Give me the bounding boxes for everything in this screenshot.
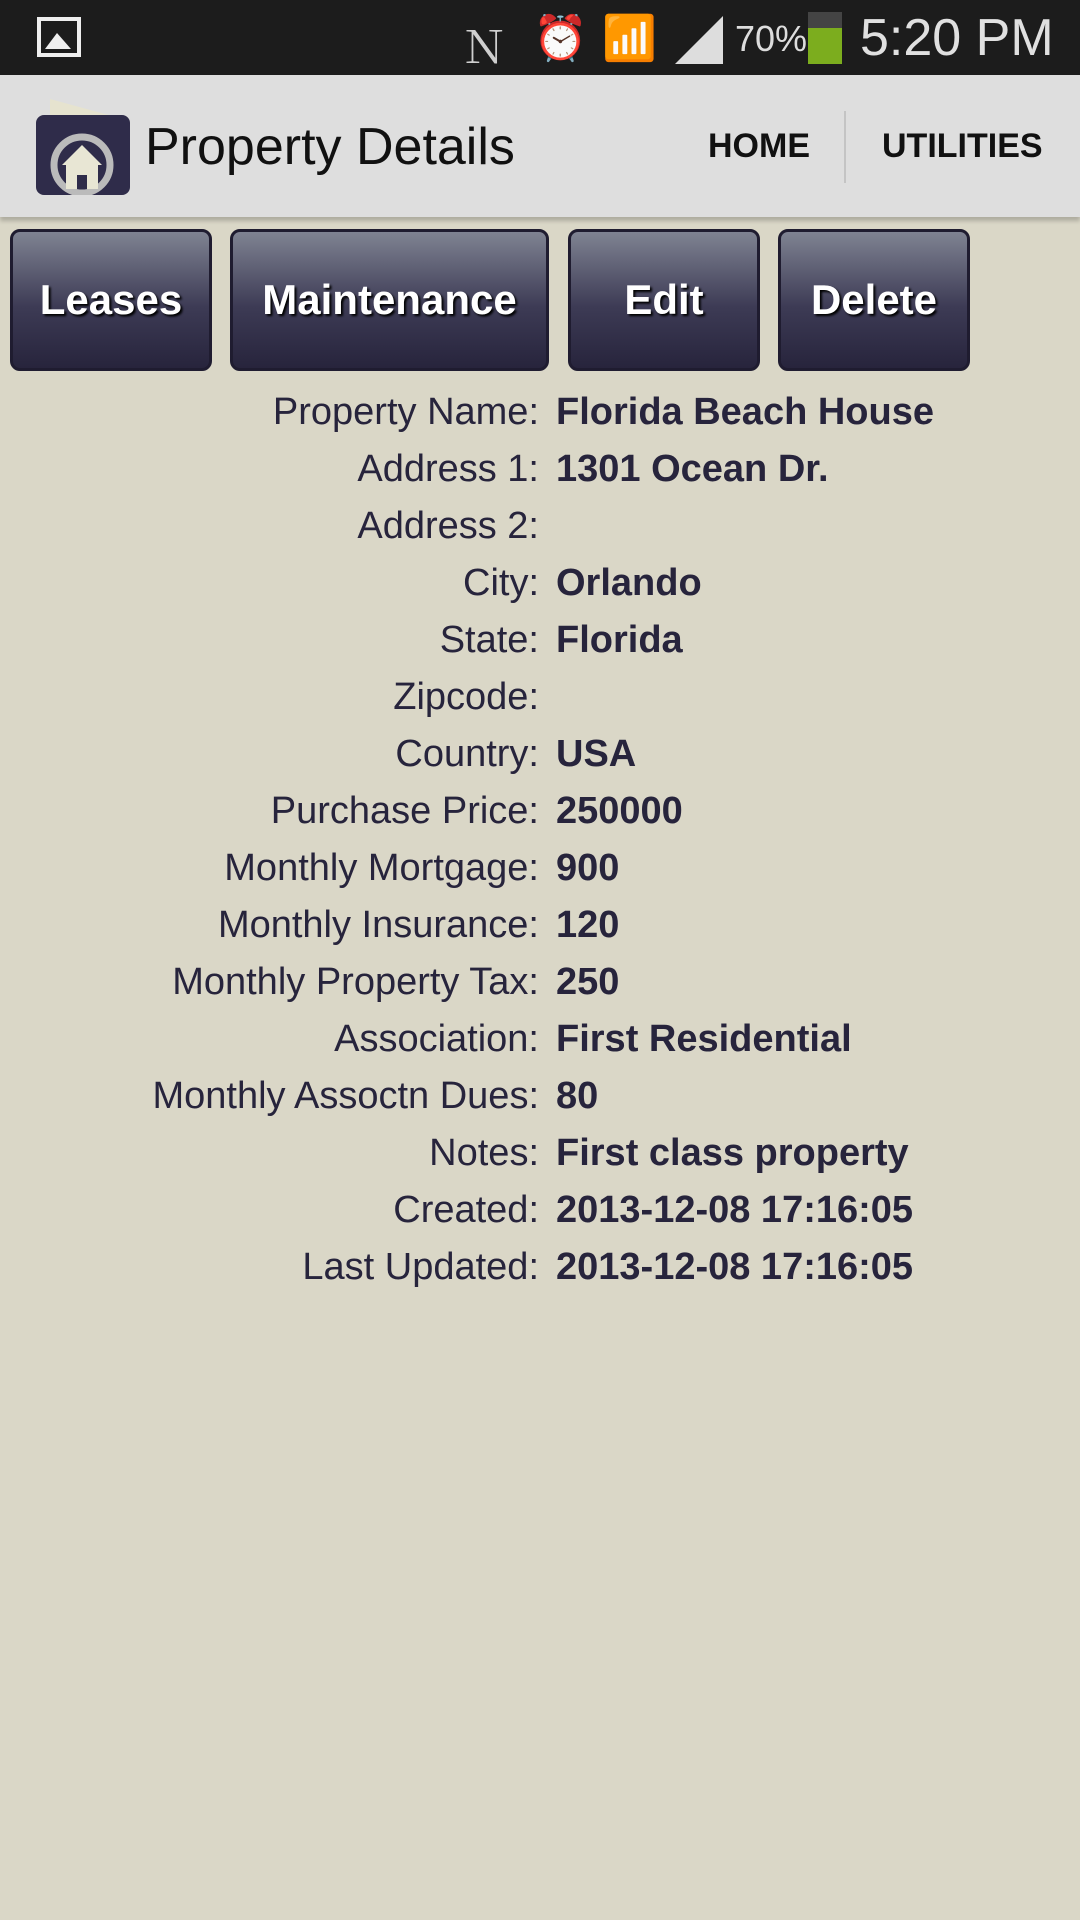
field-value: 1301 Ocean Dr. bbox=[556, 448, 829, 490]
field-label: Created: bbox=[393, 1189, 539, 1231]
field-label: Property Name: bbox=[272, 391, 539, 433]
field-label: Zipcode: bbox=[393, 676, 539, 718]
utilities-button[interactable]: UTILITIES bbox=[882, 127, 1043, 165]
field-label: Monthly Property Tax: bbox=[172, 961, 539, 1003]
field-label: Purchase Price: bbox=[270, 790, 539, 832]
field-value: USA bbox=[556, 733, 637, 775]
detail-row bbox=[0, 383, 1080, 440]
field-value: Florida bbox=[556, 619, 683, 661]
detail-row bbox=[0, 725, 1080, 782]
leases-button[interactable]: Leases bbox=[10, 229, 212, 371]
clock: 5:20 PM bbox=[860, 9, 1054, 67]
detail-row bbox=[0, 953, 1080, 1010]
field-value: 80 bbox=[556, 1075, 599, 1117]
field-label: Address 2: bbox=[357, 505, 539, 547]
status-bar bbox=[0, 0, 1080, 75]
field-label: City: bbox=[463, 562, 539, 604]
field-label: State: bbox=[439, 619, 539, 661]
app-logo-icon[interactable] bbox=[36, 99, 134, 195]
field-label: Association: bbox=[334, 1018, 539, 1060]
detail-row bbox=[0, 1010, 1080, 1067]
battery-icon bbox=[808, 12, 842, 64]
detail-row bbox=[0, 440, 1080, 497]
field-label: Address 1: bbox=[357, 448, 539, 490]
edit-button[interactable]: Edit bbox=[568, 229, 760, 371]
field-value: 250 bbox=[556, 961, 620, 1003]
detail-row bbox=[0, 1238, 1080, 1295]
detail-row bbox=[0, 554, 1080, 611]
image-icon bbox=[37, 17, 81, 57]
field-value: First Residential bbox=[556, 1018, 852, 1060]
maintenance-button[interactable]: Maintenance bbox=[230, 229, 549, 371]
home-button[interactable]: HOME bbox=[708, 127, 810, 165]
field-value: Orlando bbox=[556, 562, 702, 604]
field-value: Florida Beach House bbox=[556, 391, 934, 433]
detail-row bbox=[0, 611, 1080, 668]
field-label: Country: bbox=[395, 733, 539, 775]
detail-row bbox=[0, 839, 1080, 896]
detail-row bbox=[0, 497, 1080, 554]
field-value: 250000 bbox=[556, 790, 683, 832]
alarm-icon: ⏰ bbox=[533, 14, 588, 63]
action-bar bbox=[0, 75, 1080, 217]
field-value: 2013-12-08 17:16:05 bbox=[556, 1246, 914, 1288]
field-value: 2013-12-08 17:16:05 bbox=[556, 1189, 914, 1231]
page-title: Property Details bbox=[145, 118, 515, 176]
wifi-icon: 📶 bbox=[602, 14, 657, 63]
field-value: 120 bbox=[556, 904, 620, 946]
nfc-icon: Ｎ bbox=[462, 24, 506, 73]
field-value: First class property bbox=[556, 1132, 909, 1174]
field-label: Monthly Mortgage: bbox=[224, 847, 539, 889]
detail-row bbox=[0, 1181, 1080, 1238]
field-label: Monthly Insurance: bbox=[217, 904, 539, 946]
detail-row bbox=[0, 782, 1080, 839]
field-label: Last Updated: bbox=[302, 1246, 539, 1288]
field-label: Monthly Assoctn Dues: bbox=[152, 1075, 539, 1117]
detail-row bbox=[0, 896, 1080, 953]
detail-row bbox=[0, 1124, 1080, 1181]
field-value: 900 bbox=[556, 847, 620, 889]
detail-row bbox=[0, 1067, 1080, 1124]
field-label: Notes: bbox=[429, 1132, 539, 1174]
battery-text: 70% bbox=[735, 18, 808, 59]
detail-row bbox=[0, 668, 1080, 725]
signal-icon bbox=[675, 16, 725, 64]
nav-divider bbox=[844, 111, 846, 183]
delete-button[interactable]: Delete bbox=[778, 229, 970, 371]
